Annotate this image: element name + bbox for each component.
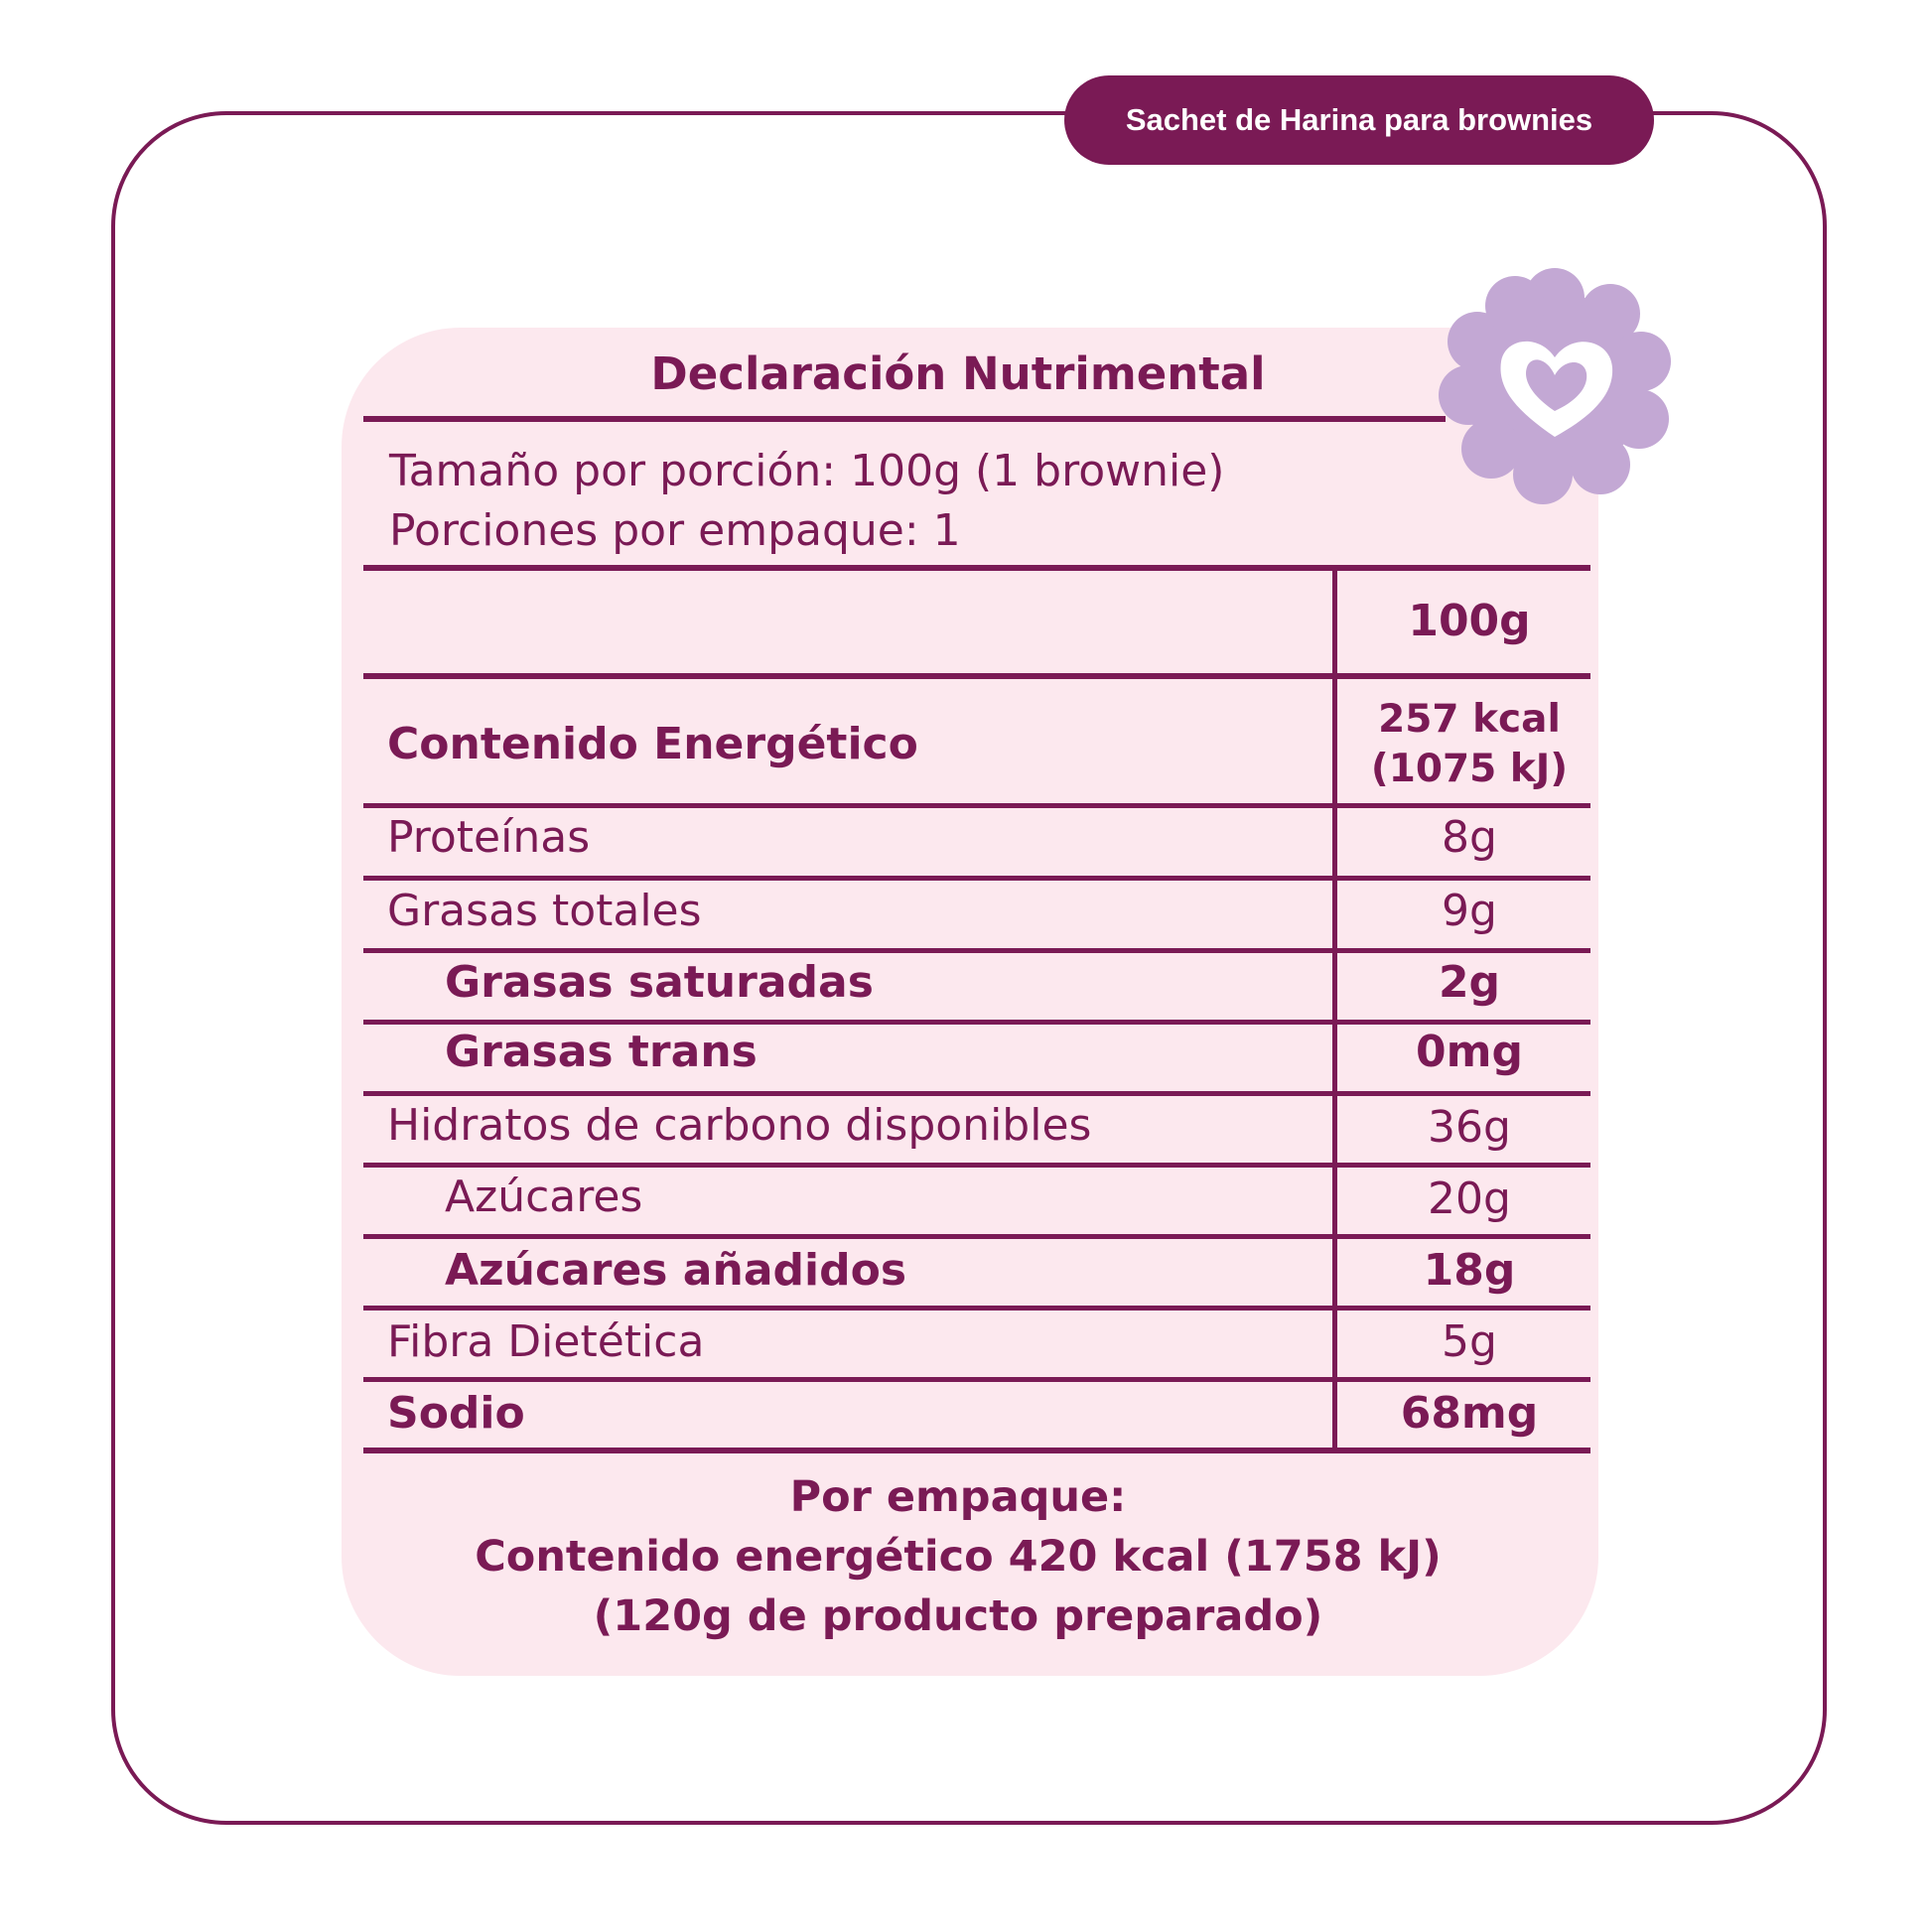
footer-line: Contenido energético 420 kcal (1758 kJ) [475, 1532, 1442, 1582]
row-divider [363, 1306, 1590, 1311]
nutrient-value: 5g [1442, 1316, 1497, 1367]
row-divider [363, 1091, 1590, 1096]
nutrient-label: Fibra Dietética [387, 1316, 705, 1367]
serving-size: Tamaño por porción: 100g (1 brownie) [389, 446, 1225, 496]
nutrient-label: Sodio [387, 1388, 525, 1439]
footer-line: (120g de producto preparado) [593, 1591, 1323, 1641]
nutrient-value: 8g [1442, 812, 1497, 863]
nutrient-value: 9g [1442, 886, 1497, 936]
energy-value [1338, 695, 1600, 794]
table-bottom-rule [363, 1448, 1590, 1453]
product-tag: Sachet de Harina para brownies [1064, 75, 1654, 165]
servings-per-package: Porciones por empaque: 1 [389, 505, 961, 556]
nutrient-label: Azúcares [445, 1172, 643, 1222]
row-divider [363, 1020, 1590, 1025]
nutrient-label: Grasas trans [445, 1027, 758, 1077]
title-divider [363, 416, 1446, 422]
serving-info [389, 442, 1224, 561]
row-divider [363, 948, 1590, 953]
row-divider [363, 876, 1590, 881]
heart-badge-icon [1436, 262, 1674, 506]
column-header: 100g [1408, 596, 1531, 646]
table-title: Declaración Nutrimental [650, 347, 1266, 400]
package-energy-note [0, 1467, 1916, 1646]
nutrient-value: 2g [1438, 957, 1501, 1008]
nutrient-label: Grasas totales [387, 886, 702, 936]
nutrient-label: Proteínas [387, 812, 591, 863]
row-divider [363, 803, 1590, 808]
nutrient-value: 18g [1423, 1245, 1516, 1296]
row-divider [363, 1377, 1590, 1382]
nutrient-value: 0mg [1416, 1027, 1523, 1077]
nutrient-value: 68mg [1400, 1388, 1539, 1439]
energy-label: Contenido Energético [387, 719, 918, 769]
row-divider [363, 673, 1590, 679]
row-divider [363, 1234, 1590, 1239]
nutrient-value: 20g [1428, 1173, 1511, 1224]
column-divider [1332, 568, 1337, 1451]
energy-kcal: 257 kcal [1378, 697, 1561, 742]
nutrient-label: Azúcares añadidos [445, 1245, 907, 1296]
nutrient-label: Grasas saturadas [445, 957, 874, 1008]
footer-line: Por empaque: [789, 1472, 1127, 1522]
nutrient-value: 36g [1428, 1102, 1511, 1153]
table-top-rule [363, 565, 1590, 571]
row-divider [363, 1163, 1590, 1168]
nutrient-label: Hidratos de carbono disponibles [387, 1100, 1092, 1151]
energy-kj: (1075 kJ) [1370, 747, 1569, 791]
